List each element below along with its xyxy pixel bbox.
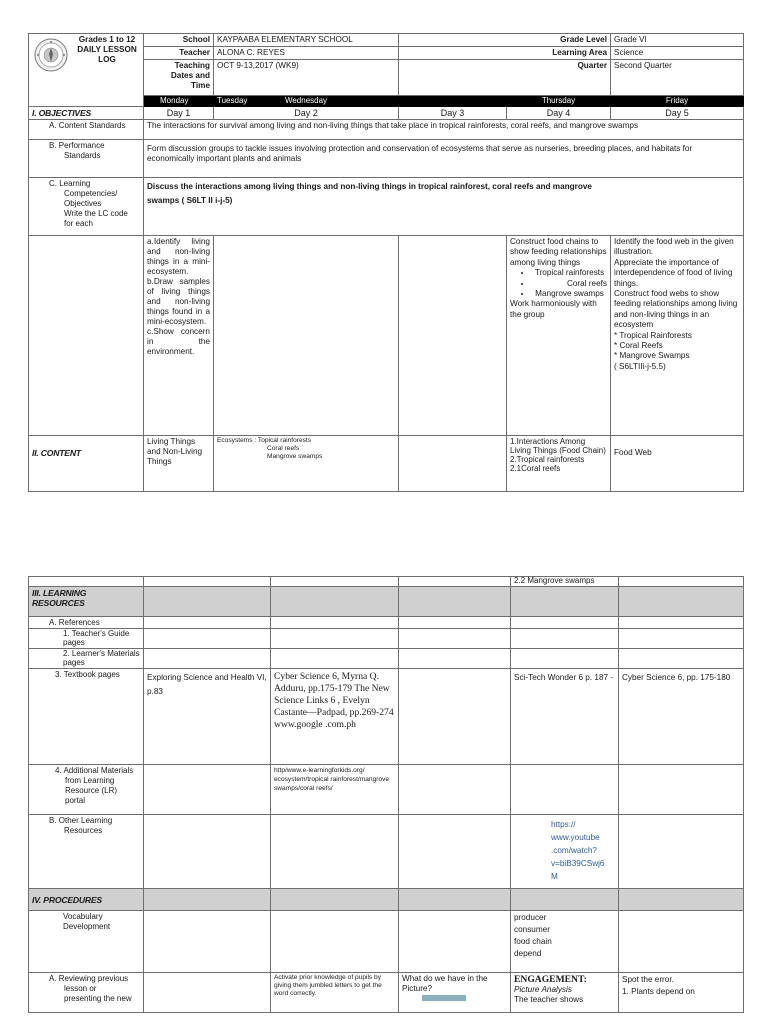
log-title-1: DAILY LESSON	[77, 45, 137, 54]
day4-objective-item: • Tropical rainforests	[532, 268, 607, 278]
textbook-day1: Exploring Science and Health VI, p.83	[144, 669, 271, 765]
content-standards-text: The interactions for survival among living and non-living things that take place in tropical rainforests, coral reefs, and mangrove swamps	[144, 120, 744, 140]
textbook-day4: Sci-Tech Wonder 6 p. 187 -	[511, 669, 619, 765]
teacher-label: Teacher	[144, 47, 214, 60]
learning-resources-heading: III. LEARNING RESOURCES	[29, 587, 144, 617]
grades-label: Grades 1 to 12	[78, 35, 136, 44]
teachers-guide-label: 1. Teacher's Guide pages	[29, 629, 144, 649]
grade-level-value: Grade VI	[611, 34, 744, 47]
references-label: A. References	[29, 617, 144, 629]
textbook-day5: Cyber Science 6, pp. 175-180	[619, 669, 744, 765]
weekday-friday: Friday	[611, 96, 744, 107]
learning-competencies-text: Discuss the interactions among living things and non-living things in tropical rainforest, coral reefs and mangrove swamps ( S6LT II i-j-5)	[144, 178, 744, 236]
dates-label: Teaching Dates and Time	[144, 60, 214, 96]
textbook-pages-label: 3. Textbook pages	[29, 669, 144, 765]
school-value: KAYPAABA ELEMENTARY SCHOOL	[214, 34, 399, 47]
textbook-day2: Cyber Science 6, Myrna Q. Adduru, pp.175-179 The New Science Links 6 , Evelyn Castante—Padpad, pp.269-274 www.google .com.ph	[271, 669, 399, 765]
dates-value: OCT 9-13,2017 (WK9)	[214, 60, 399, 96]
school-label: School	[144, 34, 214, 47]
teacher-value: ALONA C. REYES	[214, 47, 399, 60]
day4-objectives: Construct food chains to show feeding relationships among living things • Tropical rainforests • Coral reefs • Mangrove swamps Work harmoniously with the group	[507, 236, 611, 436]
lesson-log-table-top	[28, 33, 744, 492]
learning-area-label: Learning Area	[399, 47, 611, 60]
weekday-monday: Monday	[160, 96, 189, 105]
reviewing-day5: Spot the error. 1. Plants depend on	[619, 973, 744, 1013]
other-resources-label: B. Other Learning Resources	[29, 815, 144, 889]
additional-materials-label: 4. Additional Materials from Learning Resource (LR) portal	[29, 765, 144, 815]
deped-seal-icon	[34, 38, 68, 72]
picture-thumbnail	[422, 995, 466, 1001]
quarter-value: Second Quarter	[611, 60, 744, 96]
vocabulary-label: Vocabulary Development	[29, 911, 144, 973]
additional-materials-day2: http/www.e-learningforkids.org/ ecosystem/tropical rainforest/mangrove swamps/coral reefs/	[271, 765, 399, 815]
weekday-thursday: Thursday	[507, 96, 611, 107]
content-day4: 1.Interactions Among Living Things (Food Chain) 2.Tropical rainforests 2.1Coral reefs	[507, 436, 611, 492]
learners-materials-label: 2. Learner's Materials pages	[29, 649, 144, 669]
weekday-headers-1-2	[144, 96, 248, 107]
learning-competencies-label: C. Learning Competencies/ Objectives Write the LC code for each	[29, 178, 144, 236]
weekday-wednesday: Wednesday	[214, 96, 399, 107]
weekday-tuesday: Tuesday	[217, 96, 248, 105]
learning-area-value: Science	[611, 47, 744, 60]
reviewing-day2: Activate prior knowledge of pupils by giving them jumbled letters to get the word correctly.	[271, 973, 399, 1013]
content-standards-label: A. Content Standards	[29, 120, 144, 140]
day5-objectives: Identify the food web in the given illustration. Appreciate the importance of interdependence of food of living things. Construct food webs to show feeding relationships among living and non-living things in an ecosystem * Tropical Rainforests * Coral Reefs * Mangrove Swamps ( S6LTIIi-j-5.5)	[611, 236, 744, 436]
content-day4-continued: 2.2 Mangrove swamps	[511, 577, 619, 587]
day4-objective-item: • Mangrove swamps	[532, 289, 607, 299]
grade-level-label: Grade Level	[399, 34, 611, 47]
reviewing-day4: ENGAGEMENT: Picture Analysis The teacher shows	[511, 973, 619, 1013]
reviewing-day3: What do we have in the Picture?	[399, 973, 511, 1013]
log-title-2: LOG	[98, 55, 116, 64]
day-5-label: Day 5	[611, 107, 744, 120]
day-1-label: Day 1	[144, 107, 214, 120]
content-day5: Food Web	[611, 436, 744, 492]
vocabulary-day4: producer consumer food chain depend	[511, 911, 619, 973]
content-day1: Living Things and Non-Living Things	[144, 436, 214, 492]
other-resources-day4-link[interactable]	[511, 815, 619, 889]
quarter-label: Quarter	[399, 60, 611, 96]
day4-objective-item: • Coral reefs	[532, 279, 607, 289]
header-brand-cell	[29, 34, 144, 107]
reviewing-lesson-label: A. Reviewing previous lesson or presenting the new	[29, 973, 144, 1013]
youtube-link[interactable]: https:// www.youtube .com/watch? v=biB39CSwj6 M	[551, 820, 605, 881]
day-4-label: Day 4	[507, 107, 611, 120]
performance-standards-label: B. Performance Standards	[29, 140, 144, 178]
day-2-label: Day 2	[214, 107, 399, 120]
day-3-label: Day 3	[399, 107, 507, 120]
content-heading: II. CONTENT	[29, 436, 144, 492]
content-day2: Ecosystems : Topical rainforests Coral reefs Mangrove swamps	[214, 436, 399, 492]
day1-objectives: a.Identify living and non-living things in a mini-ecosystem. b.Draw samples of living things and non-living things found in a mini-ecosystem. c.Show concern in the environment.	[144, 236, 214, 436]
performance-standards-text: Form discussion groups to tackle issues involving protection and conservation of ecosystems that serve as nurseries, breeding places, and habitats for economically important plants and animals	[144, 140, 744, 178]
objectives-heading: I. OBJECTIVES	[29, 107, 144, 120]
lesson-log-table-bottom	[28, 576, 744, 1013]
procedures-heading: IV. PROCEDURES	[29, 889, 144, 911]
